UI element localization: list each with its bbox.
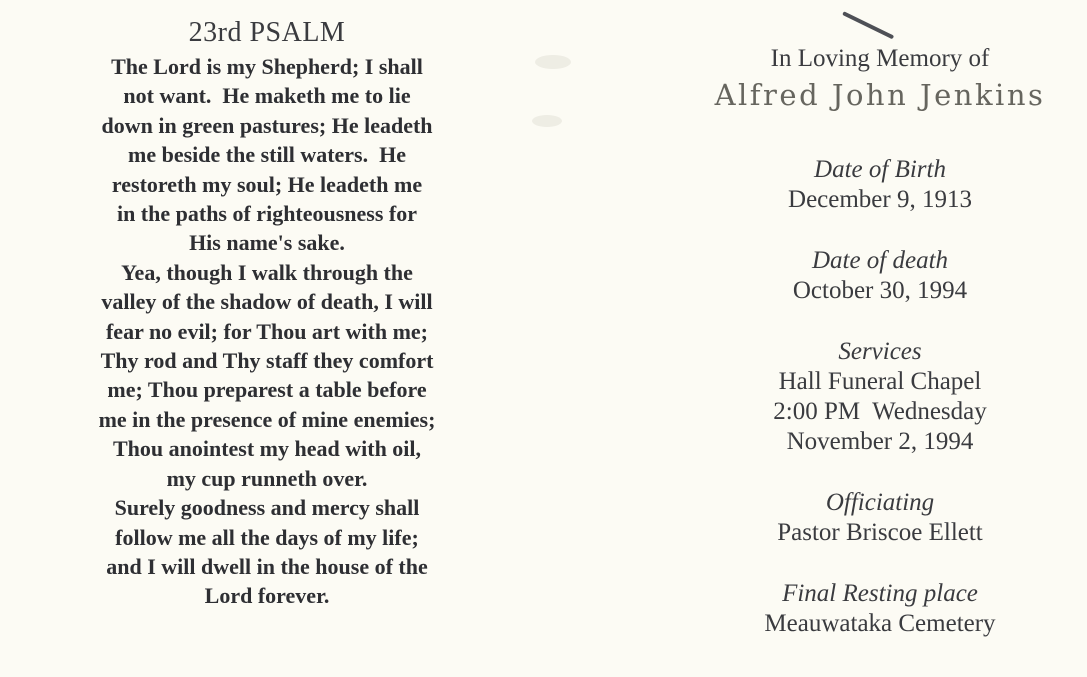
section-label: Final Resting place xyxy=(782,580,978,607)
pen-mark xyxy=(842,11,894,39)
section-value: November 2, 1994 xyxy=(786,428,974,455)
psalm-line: and I will dwell in the house of the xyxy=(106,553,428,579)
psalm-line: me; Thou preparest a table before xyxy=(107,377,427,403)
psalm-line: valley of the shadow of death, I will xyxy=(101,289,433,315)
scan-smudge xyxy=(535,55,571,69)
section-value: 2:00 PM Wednesday xyxy=(773,398,987,425)
psalm-line: Yea, though I walk through the xyxy=(121,259,413,285)
section-final-resting-place xyxy=(655,579,1087,639)
psalm-panel xyxy=(37,14,497,611)
section-officiating xyxy=(655,488,1087,548)
section-value: October 30, 1994 xyxy=(792,277,968,304)
psalm-line: in the paths of righteousness for xyxy=(116,201,418,227)
section-value: Pastor Briscoe Ellett xyxy=(777,519,983,546)
section-value: Hall Funeral Chapel xyxy=(778,368,982,395)
psalm-line: follow me all the days of my life; xyxy=(115,524,419,550)
deceased-name: Alfred John Jenkins xyxy=(714,78,1046,112)
psalm-line: Thy rod and Thy staff they comfort xyxy=(100,348,434,374)
memorial-panel xyxy=(655,44,1087,639)
section-label: Date of Birth xyxy=(814,156,946,183)
psalm-line: my cup runneth over. xyxy=(166,465,368,491)
memorial-heading: In Loving Memory of xyxy=(770,45,990,72)
psalm-line: not want. He maketh me to lie xyxy=(123,83,411,109)
section-date-of-birth xyxy=(655,155,1087,215)
psalm-line: fear no evil; for Thou art with me; xyxy=(105,318,429,344)
psalm-title: 23rd PSALM xyxy=(188,17,346,48)
section-value: December 9, 1913 xyxy=(788,186,972,213)
psalm-line: The Lord is my Shepherd; I shall xyxy=(111,54,423,79)
section-label: Officiating xyxy=(825,489,935,516)
section-value: Meauwataka Cemetery xyxy=(764,610,996,637)
psalm-line: Surely goodness and mercy shall xyxy=(114,495,420,521)
psalm-line: His name's sake. xyxy=(189,230,345,256)
psalm-line: restoreth my soul; He leadeth me xyxy=(111,171,423,197)
psalm-line: me beside the still waters. He xyxy=(128,142,406,168)
psalm-line: me in the presence of mine enemies; xyxy=(98,406,436,432)
section-services xyxy=(655,337,1087,457)
section-label: Date of death xyxy=(811,247,949,274)
scan-smudge xyxy=(532,115,562,127)
psalm-line: Lord forever. xyxy=(204,583,330,609)
psalm-line: Thou anointest my head with oil, xyxy=(112,436,422,462)
section-label: Services xyxy=(838,338,922,365)
psalm-line: down in green pastures; He leadeth xyxy=(101,112,433,138)
section-date-of-death xyxy=(655,246,1087,306)
